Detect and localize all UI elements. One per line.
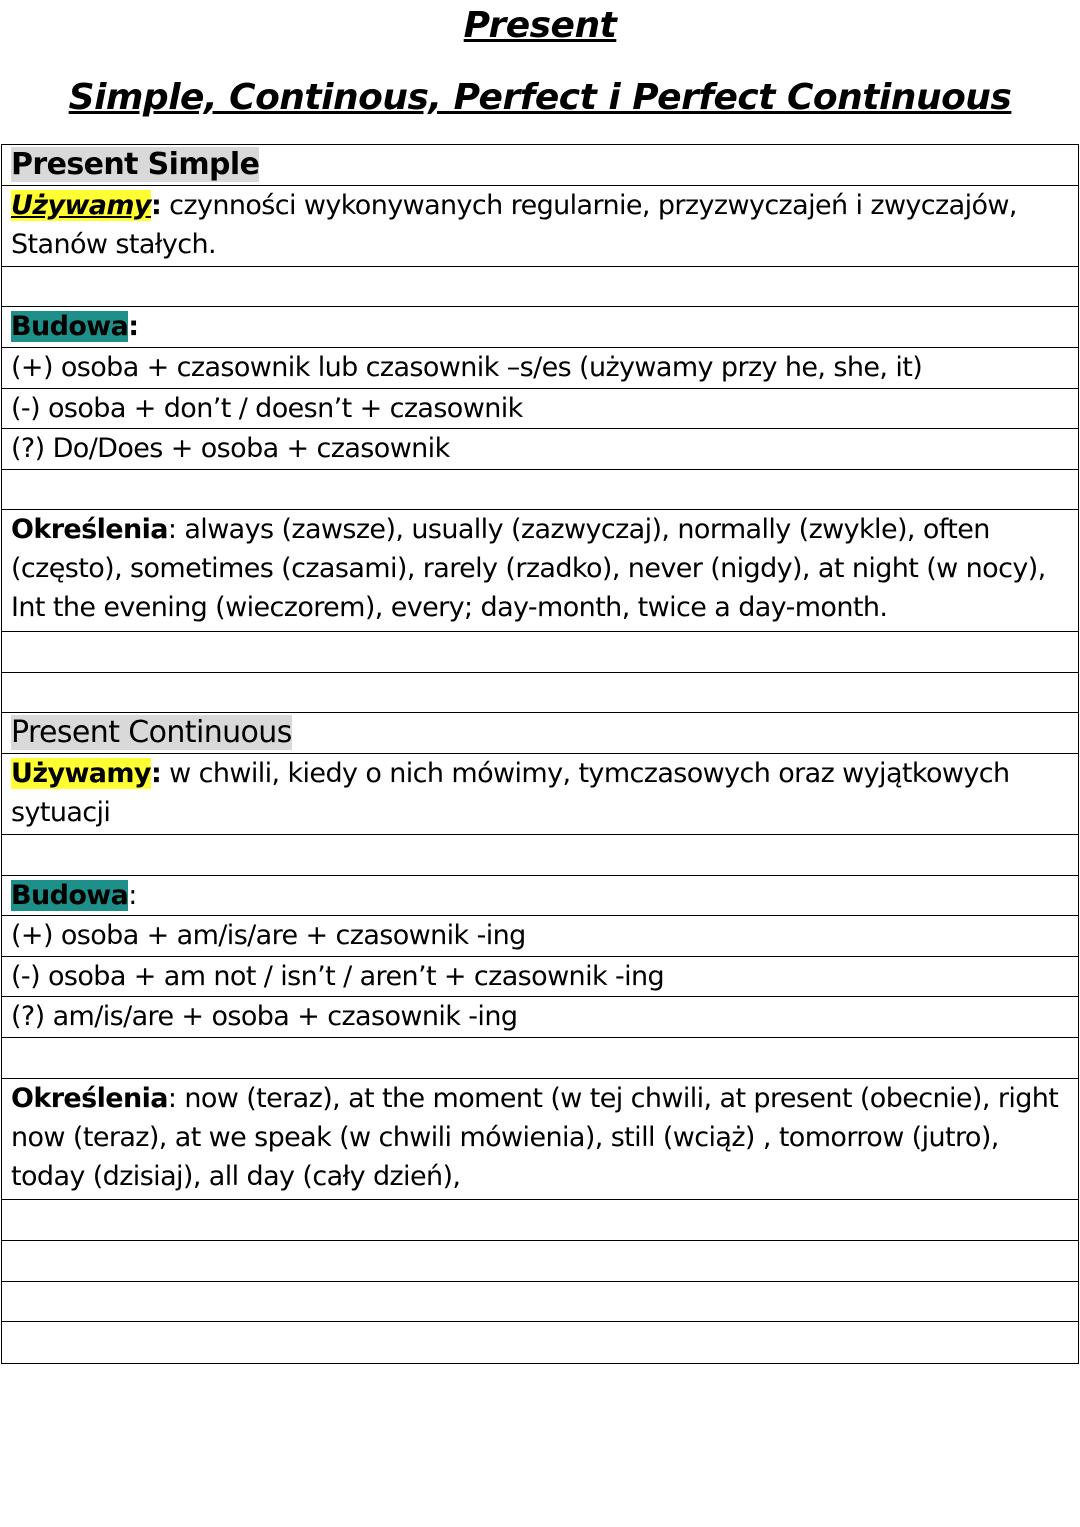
usage-colon: : xyxy=(150,189,162,221)
blank-row xyxy=(2,1322,1078,1363)
present-simple-usage-row xyxy=(2,186,1078,267)
positive-form-row: (+) osoba + am/is/are + czasownik -ing xyxy=(2,916,1078,957)
present-simple-structure-row xyxy=(2,307,1078,348)
negative-form-row: (-) osoba + don’t / doesn’t + czasownik xyxy=(2,389,1078,430)
markers-text: : always (zawsze), usually (zazwyczaj), normally (zwykle), often (często), sometimes (czasami), rarely (rzadko), never (nigdy), at night (w nocy), Int the evening (wieczorem), every; day-month, twice a day-month. xyxy=(11,514,1046,624)
notes-table xyxy=(1,144,1079,1364)
present-continuous-structure-row xyxy=(2,876,1078,917)
usage-label: Używamy xyxy=(11,189,151,221)
blank-row xyxy=(2,470,1078,511)
present-simple-header-row xyxy=(2,145,1078,186)
page-title: Present xyxy=(463,5,617,46)
negative-form-row: (-) osoba + am not / isn’t / aren’t + czasownik -ing xyxy=(2,957,1078,998)
question-form-row: (?) am/is/are + osoba + czasownik -ing xyxy=(2,997,1078,1038)
positive-form-row: (+) osoba + czasownik lub czasownik –s/es (używamy przy he, she, it) xyxy=(2,348,1078,389)
markers-text: : now (teraz), at the moment (w tej chwili, at present (obecnie), right now (teraz), at we speak (w chwili mówienia), still (wciąż) , tomorrow (jutro), today (dzisiaj), all day (cały dzień), xyxy=(11,1082,1059,1192)
structure-colon: : xyxy=(128,311,139,343)
structure-label: Budowa xyxy=(11,311,129,343)
structure-label: Budowa xyxy=(11,879,129,911)
blank-row xyxy=(2,1200,1078,1241)
markers-label: Określenia xyxy=(11,1082,168,1114)
question-form-row: (?) Do/Does + osoba + czasownik xyxy=(2,429,1078,470)
blank-row xyxy=(2,632,1078,673)
present-continuous-header-row xyxy=(2,713,1078,754)
markers-label: Określenia xyxy=(11,514,168,546)
present-continuous-usage-row xyxy=(2,754,1078,835)
page-subtitle: Simple, Continous, Perfect i Perfect Continuous xyxy=(68,77,1012,118)
blank-row xyxy=(2,1241,1078,1282)
blank-row xyxy=(2,1282,1078,1323)
present-simple-header: Present Simple xyxy=(11,147,260,182)
blank-row xyxy=(2,673,1078,714)
usage-colon: : xyxy=(150,757,162,789)
usage-label: Używamy xyxy=(11,757,151,789)
present-continuous-markers-row xyxy=(2,1079,1078,1201)
present-continuous-header: Present Continuous xyxy=(11,715,292,751)
present-simple-markers-row xyxy=(2,510,1078,632)
blank-row xyxy=(2,267,1078,308)
blank-row xyxy=(2,1038,1078,1079)
blank-row xyxy=(2,835,1078,876)
structure-colon: : xyxy=(128,879,137,911)
usage-text: czynności wykonywanych regularnie, przyzwyczajeń i zwyczajów, Stanów stałych. xyxy=(11,189,1017,260)
usage-text: w chwili, kiedy o nich mówimy, tymczasowych oraz wyjątkowych sytuacji xyxy=(11,757,1010,828)
